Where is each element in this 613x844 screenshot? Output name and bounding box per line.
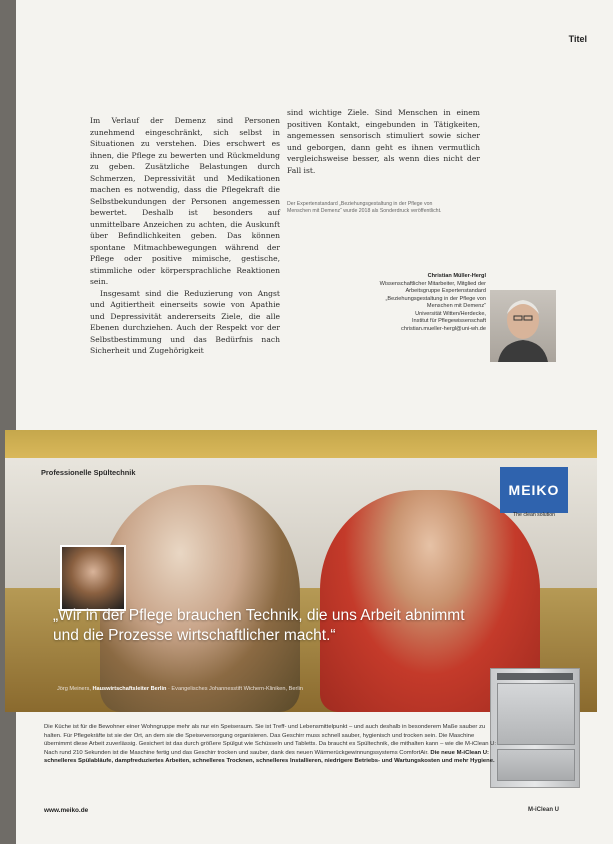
section-header: Titel: [568, 34, 587, 44]
article-paragraph: sind wichtige Ziele. Sind Menschen in einem positiven Kontakt, eingebunden in Tätigkeiten, angemessen sensorisch stimuliert sowie sicher und geborgen, dann geht es ihnen vermutlich vergleichsweise besser, als wenn dies nicht der Fall ist.: [287, 108, 480, 175]
author-line: „Beziehungsgestaltung in der Pflege von: [385, 295, 486, 302]
testimonial-attribution: [57, 686, 457, 692]
meiko-claim: The clean solution: [512, 512, 556, 518]
attribution-role: Hauswirtschaftsleiter Berlin: [92, 686, 167, 692]
dishwasher-panel: [497, 673, 573, 680]
attribution-rest: · Evangelisches Johannesstift Wichern-Kliniken, Berlin: [166, 686, 303, 692]
author-line: Menschen mit Demenz“: [426, 303, 486, 309]
product-model-label: M-iClean U: [528, 807, 560, 813]
author-photo: [490, 290, 556, 362]
footnote: Der Expertenstandard „Beziehungsgestaltung in der Pflege von Menschen mit Demenz“ wurde 2018 als Sonderdruck veröffentlicht.: [287, 201, 442, 214]
testimonial-quote: „Wir in der Pflege brauchen Technik, die uns Arbeit abnimmt und die Prozesse wirtschaftlicher macht.“: [53, 607, 465, 644]
article-column-right: [287, 107, 480, 176]
author-line: Institut für Pflegewissenschaft: [412, 318, 486, 324]
meiko-logo-box: [500, 467, 568, 513]
author-email: christian.mueller-hergl@uni-wh.de: [401, 325, 486, 332]
dishwasher-product-image: [490, 668, 580, 788]
dishwasher-door: [497, 683, 575, 745]
author-line: Arbeitsgruppe Expertenstandard: [405, 288, 486, 294]
author-name: Christian Müller-Hergl: [427, 273, 486, 279]
author-line: Wissenschaftlicher Mitarbeiter, Mitglied der: [379, 280, 486, 287]
ad-category-label: Professionelle Spültechnik: [41, 468, 136, 477]
ad-body-text: [44, 723, 499, 766]
article-paragraph: Insgesamt sind die Reduzierung von Angst und Agitiertheit einerseits sowie von Apathie und Depressivität andererseits Ziele, die alle Ebenen durchziehen. Auch der Respekt vor der Selbstbestimmung und das Bedürfnis nach Sicherheit und Zugehörigkeit: [90, 288, 280, 355]
article-column-left: [90, 115, 280, 357]
ad-body-bold: Die neue M-iClean U: schnelleres Spülabläufe, dampfreduziertes Arbeiten, schnelleres Trocknen, schnelleres Installieren, niedrigere Betriebs- und Wartungskosten und mehr Hygiene.: [44, 749, 495, 765]
article-paragraph: Im Verlauf der Demenz sind Personen zunehmend eingeschränkt, sich selbst in Situationen zu verstehen. Dies erschwert es ihnen, die Pflege zu bewerten und Rückmeldung zu geben. Zusätzliche Belastungen durch Schmerzen, Depressivität und Medikationen machen es notwendig, dass die Pflegekraft die Selbstbekundungen der Personen angemessen bewertet. Deshalb ist besonders auf unmittelbare Anzeichen zu achten, die Auskunft über Befindlichkeiten geben. Das können spontane Mitmachbewegungen während der Pflege oder positive mimische, gestische, stimmliche oder körpersprachliche Reaktionen sein.: [90, 116, 280, 286]
author-box: [316, 273, 486, 333]
testimonial-portrait: [60, 545, 126, 611]
ad-cabinets: [5, 430, 597, 458]
meiko-website-link[interactable]: www.meiko.de: [44, 807, 89, 814]
attribution-name: Jörg Meiners,: [57, 686, 93, 692]
elderly-woman-photo: [100, 485, 300, 712]
ad-body: Die Küche ist für die Bewohner einer Wohngruppe mehr als nur ein Speiseraum. Sie ist Treff- und Lebensmittelpunkt – und auch deshalb in besonderem Maße sauber zu halten. Für Pflegekräfte ist sie der Ort, an dem sie die Speiseversorgung organisieren. Das Geschirr muss schnell sauber, hygienisch und trocken sein. Die Maschine übernimmt diese Arbeit zuverlässig. Gesichert ist das durch größere Spülgut wie Schüsseln und Tabletts. Da braucht es Spültechnik, die mithalten kann – wie die M-iClean U: Nach rund 210 Sekunden ist die Maschine fertig und das Geschirr trocken und sauber, dank des neuen Wärmerückgewinnungssystems ComfortAir.: [44, 724, 497, 756]
dishwasher-base: [497, 749, 575, 781]
author-line: Universität Witten/Herdecke,: [415, 310, 486, 317]
meiko-logo: MEIKO: [508, 482, 560, 498]
